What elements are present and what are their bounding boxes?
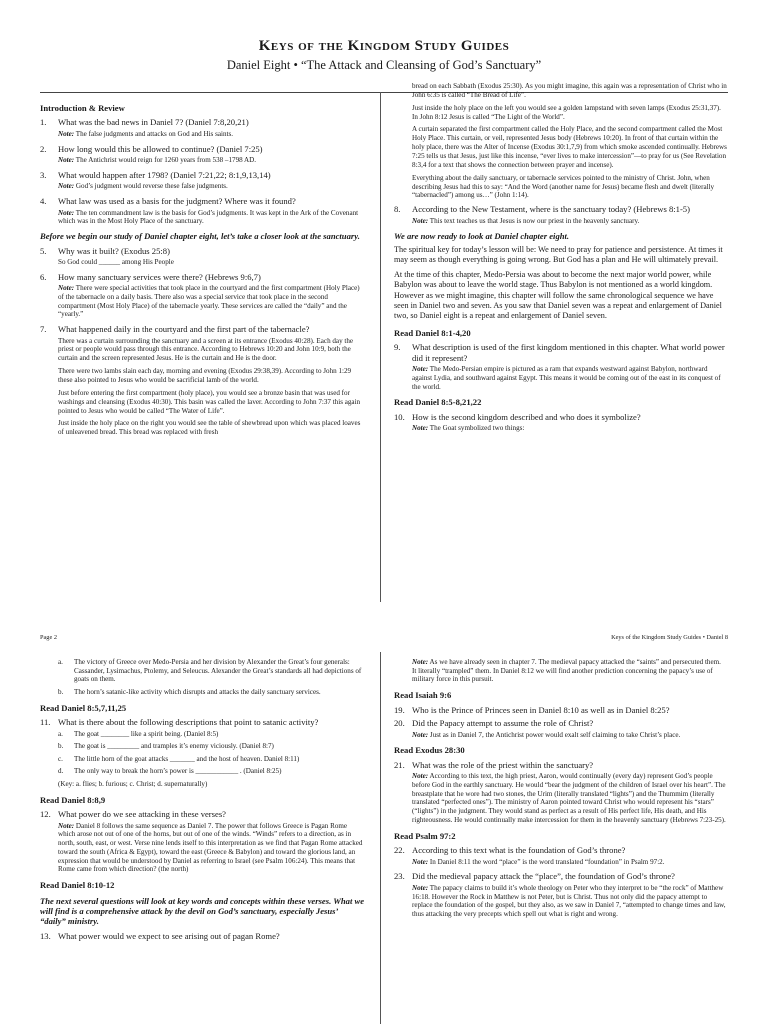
note-23: Note: The papacy claims to build it’s whole theology on Peter who they interpret to be “the rock” of Matthew 16:18. However the Rock in Matthew is not Peter, but is Christ. Thus not only did the papacy attempt to replace the foundation of the gospel, but they also, as we saw in Daniel 7, “attempted to change times and law, thus attacking the very precepts which spell out what is right and wrong. <box>412 883 726 918</box>
question-19: 19. Who is the Prince of Princes seen in Daniel 8:10 as well as in Daniel 8:25? <box>394 704 670 715</box>
paragraph-laver: Just before entering the first compartment (holy place), you would see a bronze basin that was used for washings and cleansing (Exodus 40:30). This basin was called the laver. According to John 7:37 this again pointed to Jesus who would be called “The Water of Life”. <box>58 388 361 415</box>
read-heading-3: Read Daniel 8:5,7,11,25 <box>40 702 127 713</box>
subitem-11b: b. The goat is _________ and tramples it’s enemy viciously. (Daniel 8:7) <box>58 742 274 751</box>
column-divider-2 <box>380 652 381 1024</box>
note-1: Note: The false judgments and attacks on God and His saints. <box>58 129 234 138</box>
note-9: Note: The Medo-Persian empire is pictured as a ram that expands westward against Babylon, northward against Lydia, and southward against Egypt. This means it would be coming out of the east in its conquest of the world. <box>412 365 721 391</box>
paragraph-lampstand: Just inside the holy place on the left you would see a golden lampstand with seven lamps (Exodus 25:31,37). In John 8:12 Jesus is called “The Light of the World”. <box>412 103 721 121</box>
question-6: 6. How many sanctuary services were there? (Hebrews 9:6,7) <box>40 271 261 282</box>
question-10: 10. How is the second kingdom described and who does it symbolize? <box>394 411 641 422</box>
question-3: 3. What would happen after 1798? (Daniel 7:21,22; 8:1,9,13,14) <box>40 169 271 180</box>
paragraph-bread: bread on each Sabbath (Exodus 25:30). As you might imagine, this again was a representation of Christ who in John 6:35 is called “The Bread of Life”. <box>412 82 727 99</box>
answer-key: (Key: a. flies; b. furious; c. Christ; d. supernaturally) <box>58 780 208 789</box>
note-8: Note: This text teaches us that Jesus is now our priest in the heavenly sanctuary. <box>412 216 640 225</box>
paragraph-lambs: There were two lambs slain each day, morning and evening (Exodus 29:38,39). According to John 1:29 these also pointed to Jesus who would be sacrificial lamb of the world. <box>58 367 352 384</box>
read-heading-7: Read Exodus 28:30 <box>394 745 465 756</box>
subitem-a: a. The victory of Greece over Medo-Persia and her division by Alexander the Great’s four generals: Cassander, Lysimachus, Ptolemy, and Seleucus. Alexander the Great’s standards all had depictions of goats on them. <box>58 658 362 684</box>
subitem-b: b. The horn’s satanic-like activity which disrupts and attacks the daily sanctuary services. <box>58 687 321 696</box>
page-subtitle: Daniel Eight • “The Attack and Cleansing of God’s Sanctuary” <box>226 58 542 72</box>
note-6: Note: There were special activities that took place in the courtyard and the first compartment (Holy Place) of the tabernacle on a daily basis. There also was a special service that took place in the second compartment (Most Holy Place) of the tabernacle yearly. These services are called the “daily” and the “yearly.” <box>58 284 360 319</box>
intro-heading: Introduction & Review <box>40 103 125 113</box>
read-heading-2: Read Daniel 8:5-8,21,22 <box>394 397 482 408</box>
question-2: 2. How long would this be allowed to continue? (Daniel 7:25) <box>40 143 263 154</box>
key-words-intro: The next several questions will look at key words and concepts within these verses. What we will find is a comprehensive attack by the devil on God’s sanctuary, especially Jesus’ “daily” ministry. <box>40 895 365 927</box>
read-heading-5: Read Daniel 8:10-12 <box>40 880 115 891</box>
question-12: 12. What power do we see attacking in these verses? <box>40 809 226 820</box>
read-heading-8: Read Psalm 97:2 <box>394 830 456 841</box>
column-divider <box>380 92 381 602</box>
spiritual-key-paragraph: The spiritual key for today’s lesson will be: We need to pray for patience and persistence. At times it may seem as though everything is going wrong. But God has a plan and He will ultimately prevail. <box>394 245 723 265</box>
note-21: Note: According to this text, the high priest, Aaron, would continually (every day) represent God’s people before God in the earthly sanctuary. He would “bear the judgment of the children of Israel over his heart”. The breastplate that he wore had two stones, the Urim (literally translated “lights”) and the Thummim (literally translated “perfected ones”). The ministry of Aaron pointed toward Christ who would represent his “stars” (“lights”) in the judgment. They would stand as perfect as a result of His perfect life, His death, and His righteousness. He would continually make intercession for them in the heavenly sanctuary (Hebrews 7:23-25). <box>412 772 726 824</box>
note-10: Note: The Goat symbolized two things: <box>412 424 525 433</box>
paragraph-curtain: There was a curtain surrounding the sanctuary and a screen at its entrance (Exodus 40:28). Each day the priest or people would pass through this entrance. According to Hebrews 10:20 and John 10:9, both the curtain and the screen represented Jesus. He is the curtain and He is the door. <box>58 336 354 363</box>
chapter-eight-intro: We are now ready to look at Daniel chapter eight. <box>394 230 570 241</box>
question-4: 4. What law was used as a basis for the judgment? Where was it found? <box>40 196 296 207</box>
note-4: Note: The ten commandment law is the basis for God’s judgments. It was kept in the Ark of the Covenant which was in the Most Holy Place of the sanctuary. <box>58 208 359 226</box>
subitem-11a: a. The goat ________ like a spirit being. (Daniel 8:5) <box>58 729 219 738</box>
question-5: 5. Why was it built? (Exodus 25:8) <box>40 245 170 256</box>
left-column <box>40 97 365 441</box>
question-7: 7. What happened daily in the courtyard and the first part of the tabernacle? <box>40 324 310 335</box>
question-21: 21. What was the role of the priest within the sanctuary? <box>394 759 594 770</box>
note-12: Note: Daniel 8 follows the same sequence as Daniel 7. The power that follows Greece is Pagan Rome which arose not out of one of the horns, but out of one of the winds. “Winds” refers to a direction, as in north, south, east, or west. Verse nine lends itself to this interpretation as we find that Pagan Rome attacked toward the south (Africa & Egypt), toward the east (Greece & Babylon) and toward the glorious land, an expression that would be understood by Daniel as referring to Israel (see Psalm 106:24). This means that Rome came from which direction? (the north) <box>58 821 363 874</box>
page-number: Page 2 <box>40 634 57 641</box>
note-5: So God could ______ among His People <box>58 257 174 266</box>
subitem-11d: d. The only way to break the horn’s power is ____________ . (Daniel 8:25) <box>58 767 282 776</box>
question-23: 23. Did the medieval papacy attack the “place”, the foundation of God’s throne? <box>394 871 675 882</box>
question-9: 9. What description is used of the first kingdom mentioned in this chapter. What world power did it represent? <box>394 342 725 363</box>
left-column-2 <box>40 658 365 943</box>
paragraph-veil: A curtain separated the first compartment called the Holy Place, and the second compartment called the Most Holy Place. This curtain, or veil, represented Jesus body (Hebrews 10:20). In front of that curtain within the holy place, there was the Alter of Incense (Exodus 30:1,7,9) from which smoke ascended continually. Hebrews 7:25 tells us that Jesus, just like this incense, “ever lives to make intercession”—to pray for us (See Revelation 8:3,4 for a text that shows the connection between prayer and incense). <box>412 125 727 169</box>
paragraph-shewbread: Just inside the holy place on the right you would see the table of shewbread upon which was placed loaves of unleavened bread. This bread was replaced with fresh <box>58 419 361 437</box>
sanctuary-intro: Before we begin our study of Daniel chapter eight, let’s take a closer look at the sanctuary. <box>40 231 360 242</box>
question-1: 1. What was the bad news in Daniel 7? (Daniel 7:8,20,21) <box>40 117 249 128</box>
question-8: 8. According to the New Testament, where is the sanctuary today? (Hebrews 8:1-5) <box>394 204 690 215</box>
note-3: Note: God’s judgment would reverse these false judgments. <box>58 182 228 191</box>
page-title: Keys of the Kingdom Study Guides <box>258 38 510 54</box>
read-heading-1: Read Daniel 8:1-4,20 <box>394 327 471 338</box>
question-11: 11. What is there about the following descriptions that point to satanic activity? <box>40 717 319 728</box>
medo-persia-paragraph: At the time of this chapter, Medo-Persia was about to become the next major world power, while Babylon was about to leave the world stage. Thus Babylon is not mentioned as a world kingdom. However as we might imagine, this chapter will follow the same chronological sequence we have seen in Daniel two and seven. As you saw that Daniel seven was a repeat and enlargement of Daniel two, so Daniel eight is a repeat and enlargement of Daniel seven. <box>394 269 722 321</box>
question-22: 22. According to this text what is the foundation of God’s throne? <box>394 845 626 856</box>
read-heading-4: Read Daniel 8:8,9 <box>40 794 106 805</box>
read-heading-6: Read Isaiah 9:6 <box>394 690 452 701</box>
page-header <box>40 634 728 644</box>
running-title: Keys of the Kingdom Study Guides • Daniel 8 <box>611 634 728 641</box>
note-20: Note: Just as in Daniel 7, the Antichrist power would exalt self claiming to take Christ’s place. <box>412 730 681 739</box>
question-20: 20. Did the Papacy attempt to assume the role of Christ? <box>394 718 594 729</box>
right-column-2 <box>394 658 727 924</box>
page-two <box>0 628 768 1024</box>
right-column <box>394 82 727 438</box>
note-22: Note: In Daniel 8:11 the word “place” is the word translated “foundation” in Psalm 97:2. <box>412 857 665 866</box>
paragraph-ministry: Everything about the daily sanctuary, or tabernacle services pointed to the ministry of Christ. John, when describing Jesus had this to say: “And the Word (another name for Jesus) became flesh and dwelt (literally “tabernacled”) among us…” (John 1:14). <box>412 173 715 200</box>
subitem-11c: c. The little horn of the goat attacks _______ and the host of heaven. Daniel 8:11) <box>58 754 300 763</box>
note-papacy: Note: As we have already seen in chapter 7. The medieval papacy attacked the “saints” and persecuted them. It literally “trampled” them. In Daniel 8:12 we will find another prediction concerning the papacy’s use of military force in this pursuit. <box>412 658 721 684</box>
question-13: 13. What power would we expect to see arising out of pagan Rome? <box>40 930 280 941</box>
note-2: Note: The Antichrist would reign for 1260 years from 538 –1798 AD. <box>58 156 257 165</box>
